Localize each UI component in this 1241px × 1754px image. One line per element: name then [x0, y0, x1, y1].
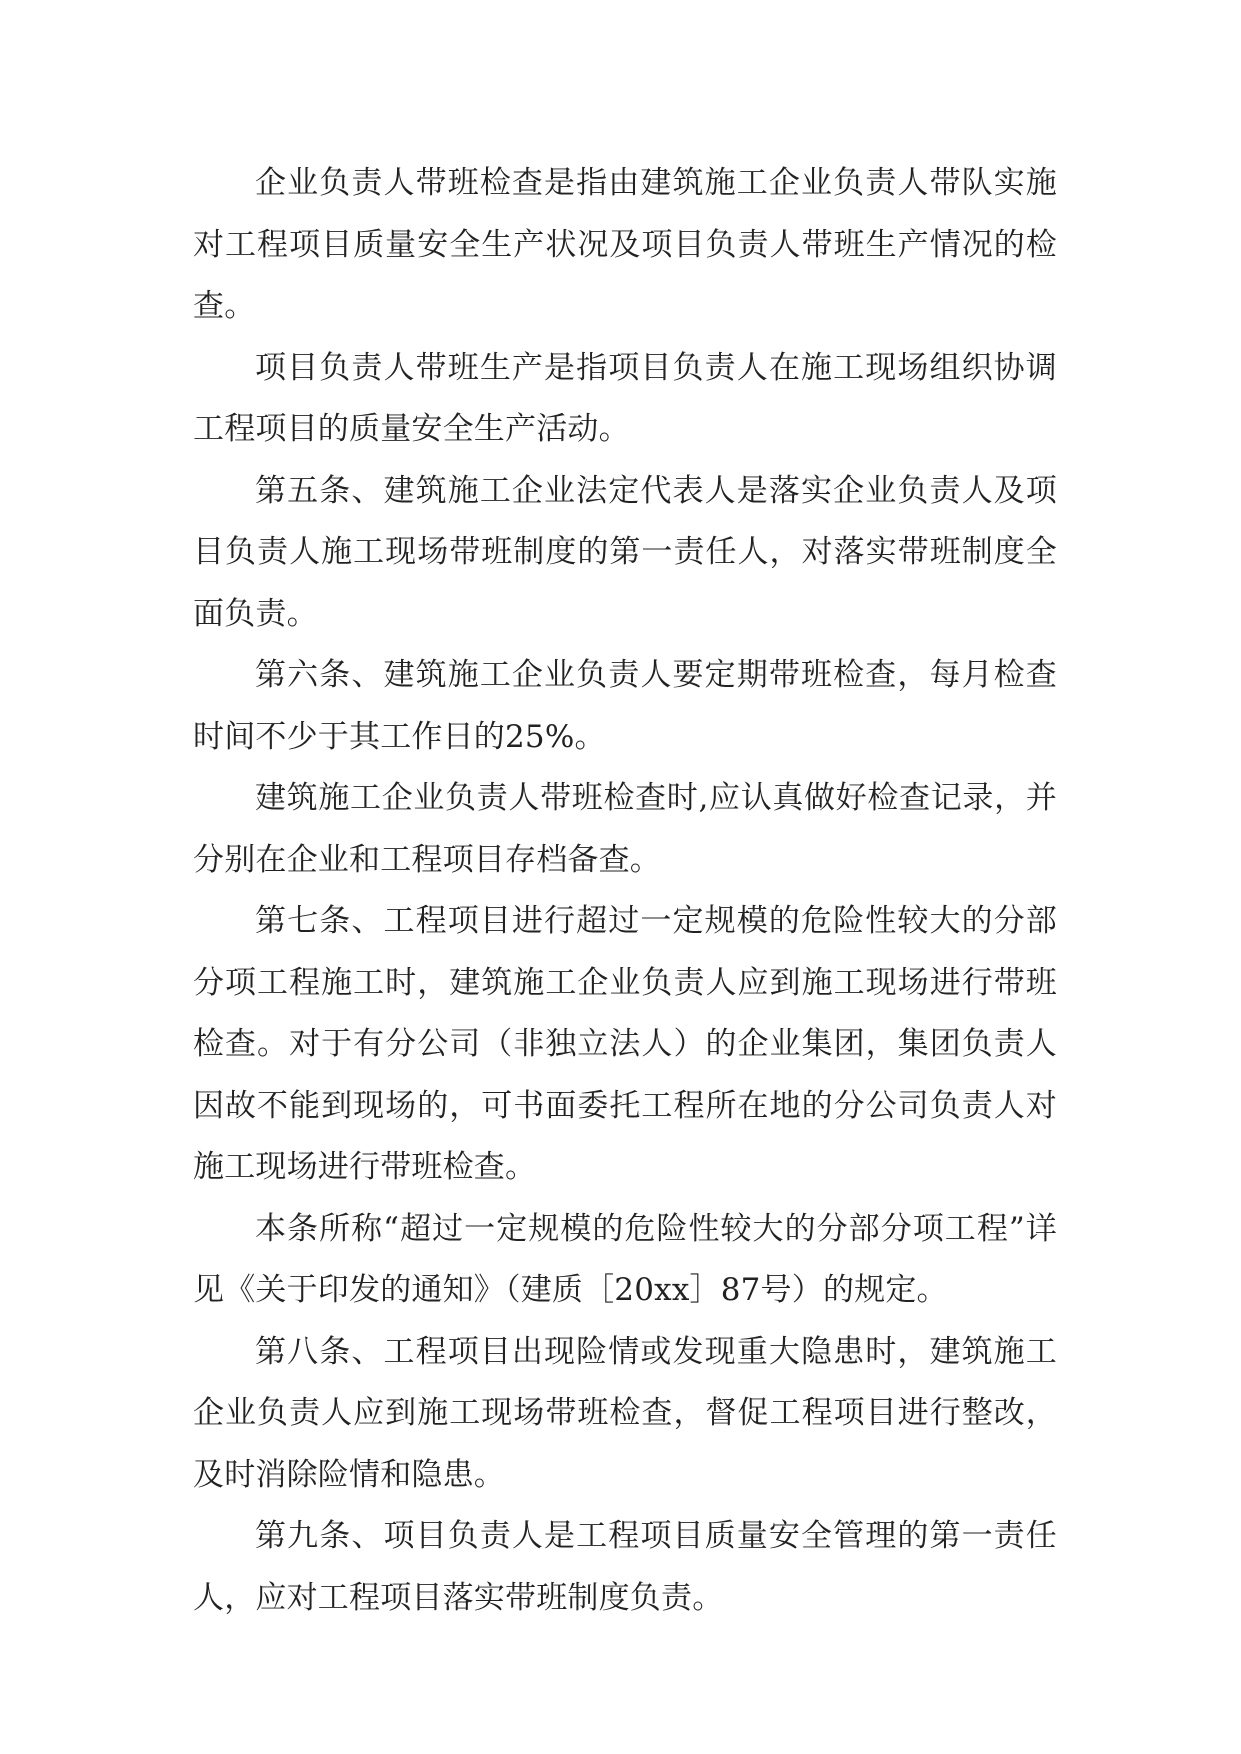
paragraph-article-8: 第八条、工程项目出现险情或发现重大隐患时，建筑施工企业负责人应到施工现场带班检查，督促工程项目进行整改，及时消除险情和隐患。 — [193, 1333, 1057, 1493]
paragraph-inspection-definition: 企业负责人带班检查是指由建筑施工企业负责人带队实施对工程项目质量安全生产状况及项目负责人带班生产情况的检查。 — [193, 165, 1057, 324]
paragraph-article-9: 第九条、项目负责人是工程项目质量安全管理的第一责任人，应对工程项目落实带班制度负责。 — [193, 1518, 1057, 1616]
paragraph-article-7-note: 本条所称“超过一定规模的危险性较大的分部分项工程”详见《关于印发的通知》（建质［20xx］87号）的规定。 — [193, 1210, 1057, 1308]
paragraph-article-7: 第七条、工程项目进行超过一定规模的危险性较大的分部分项工程施工时，建筑施工企业负责人应到施工现场进行带班检查。对于有分公司（非独立法人）的企业集团，集团负责人因故不能到现场的，可书面委托工程所在地的分公司负责人对施工现场进行带班检查。 — [193, 903, 1057, 1185]
paragraph-inspection-records: 建筑施工企业负责人带班检查时,应认真做好检查记录，并分别在企业和工程项目存档备查。 — [193, 780, 1057, 878]
document-body — [193, 153, 1057, 1629]
paragraph-article-5: 第五条、建筑施工企业法定代表人是落实企业负责人及项目负责人施工现场带班制度的第一责任人，对落实带班制度全面负责。 — [193, 472, 1057, 632]
paragraph-duty-production-definition: 项目负责人带班生产是指项目负责人在施工现场组织协调工程项目的质量安全生产活动。 — [193, 349, 1057, 447]
paragraph-article-6: 第六条、建筑施工企业负责人要定期带班检查，每月检查时间不少于其工作日的25%。 — [193, 657, 1057, 755]
